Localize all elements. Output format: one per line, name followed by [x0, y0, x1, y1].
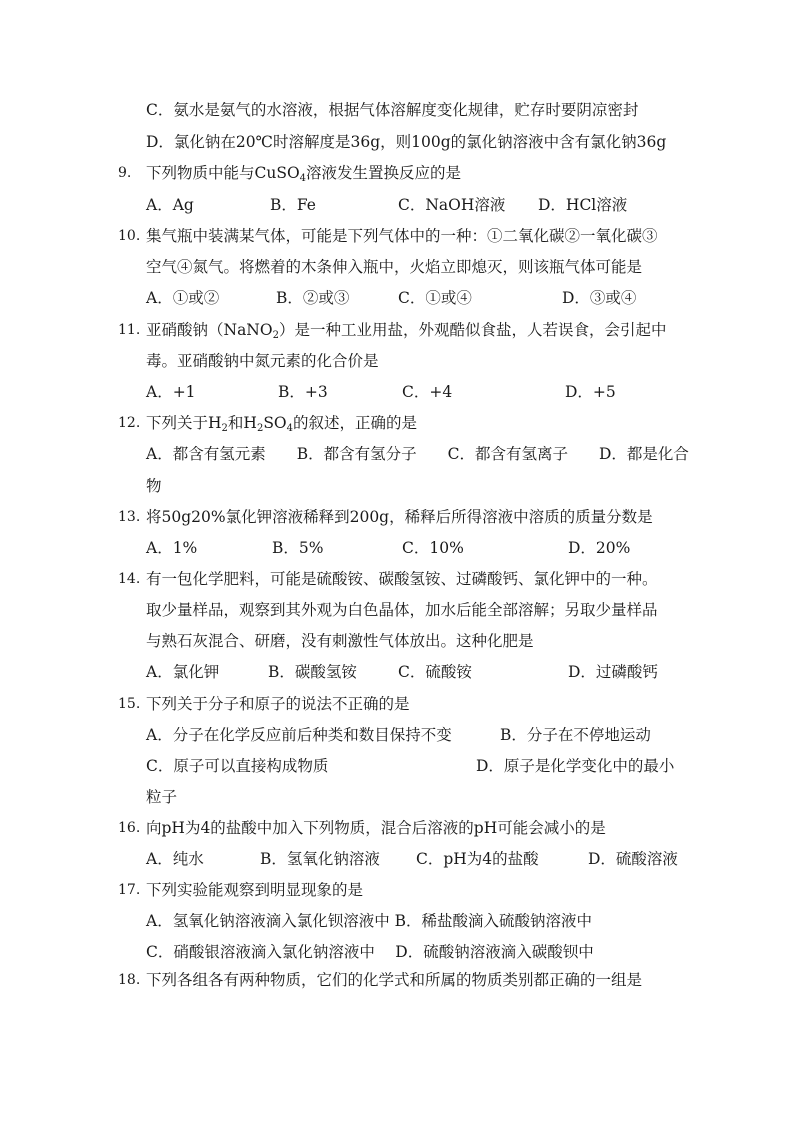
- q14-stem-line-2: [0, 598, 794, 622]
- q18-number: 18.: [118, 972, 141, 988]
- q18-stem: 下列各组各有两种物质，它们的化学式和所属的物质类别都正确的一组是: [146, 971, 643, 989]
- q8-option-c-line: [0, 98, 794, 122]
- q11-stem-line-2: [0, 349, 794, 373]
- q12-number: 12.: [118, 415, 141, 431]
- q14-number: 14.: [118, 571, 141, 587]
- q8-option-c: C．氨水是氨气的水溶液，根据气体溶解度变化规律，贮存时要阴凉密封: [146, 101, 639, 119]
- q13-stem: 将50g20%氯化钾溶液稀释到200g，稀释后所得溶液中溶质的质量分数是: [146, 508, 653, 526]
- q16-option-d: D．硫酸溶液: [588, 850, 678, 868]
- q11-number: 11.: [118, 322, 141, 338]
- q14-option-d: D．过磷酸钙: [568, 663, 658, 681]
- q16-stem-line: [0, 816, 794, 840]
- q15-options-cont-line: [0, 785, 794, 809]
- q17-stem: 下列实验能观察到明显现象的是: [146, 881, 364, 899]
- q15-option-d: D．原子是化学变化中的最小: [476, 757, 675, 775]
- q15-stem: 下列关于分子和原子的说法不正确的是: [146, 695, 410, 713]
- q9-option-d: D．HCl溶液: [538, 196, 628, 214]
- q16-option-c: C．pH为4的盐酸: [416, 850, 539, 868]
- q12-options-cont: 物: [146, 477, 162, 495]
- q9-option-c: C．NaOH溶液: [398, 196, 506, 214]
- q12-stem-line: [0, 411, 794, 435]
- q14-options-line: [0, 660, 794, 684]
- q13-option-b: B．5%: [272, 539, 324, 557]
- q13-option-d: D．20%: [568, 539, 631, 557]
- q15-option-c: C．原子可以直接构成物质: [146, 757, 329, 775]
- q12-options-line: [0, 442, 794, 466]
- q16-number: 16.: [118, 820, 141, 836]
- q17-options-ab-line: [0, 909, 794, 933]
- q15-option-a: A．分子在化学反应前后种类和数目保持不变: [146, 726, 452, 744]
- q16-stem: 向pH为4的盐酸中加入下列物质，混合后溶液的pH可能会减小的是: [146, 819, 606, 837]
- q15-options-cont: 粒子: [146, 788, 178, 806]
- q13-option-c: C．10%: [402, 539, 464, 557]
- q14-option-b: B．碳酸氢铵: [268, 663, 357, 681]
- q15-options-ab-line: [0, 723, 794, 747]
- q10-option-d: D．③或④: [562, 289, 637, 307]
- q17-number: 17.: [118, 882, 141, 898]
- q10-options-line: [0, 286, 794, 310]
- q11-options-line: [0, 380, 794, 404]
- q15-number: 15.: [118, 696, 141, 712]
- q17-stem-line: [0, 878, 794, 902]
- q10-stem-1: 集气瓶中装满某气体，可能是下列气体中的一种：①二氧化碳②一氧化碳③: [146, 227, 658, 245]
- q9-option-b: B．Fe: [270, 196, 316, 214]
- q14-option-a: A．氯化钾: [146, 663, 220, 681]
- q12-options: A．都含有氢元素 B．都含有氢分子 C．都含有氢离子 D．都是化合: [146, 445, 689, 463]
- q15-option-b: B．分子在不停地运动: [500, 726, 651, 744]
- q14-stem-line-1: [0, 567, 794, 591]
- q11-option-c: C．+4: [402, 383, 453, 401]
- q16-option-a: A．纯水: [146, 850, 204, 868]
- q13-option-a: A．1%: [146, 539, 198, 557]
- q14-stem-1: 有一包化学肥料，可能是硫酸铵、碳酸氢铵、过磷酸钙、氯化钾中的一种。: [146, 570, 658, 588]
- q12-options-cont-line: [0, 474, 794, 498]
- q11-stem-1: 亚硝酸钠（NaNO$_2$）是一种工业用盐，外观酷似食盐，人若误食，会引起中: [146, 321, 667, 341]
- q17-options-cd-line: [0, 940, 794, 964]
- q10-option-b: B．②或③: [276, 289, 350, 307]
- q12-stem: 下列关于$H_2$和$H_2SO_4$的叙述，正确的是: [146, 414, 418, 434]
- q11-stem-line-1: [0, 318, 794, 342]
- q10-number: 10.: [118, 228, 141, 244]
- q10-option-c: C．①或④: [398, 289, 472, 307]
- q16-options-line: [0, 847, 794, 871]
- q10-stem-2: 空气④氮气。将燃着的木条伸入瓶中，火焰立即熄灭，则该瓶气体可能是: [146, 258, 643, 276]
- q9-number: 9.: [118, 165, 132, 181]
- q9-stem: 下列物质中能与CuSO$_4$溶液发生置换反应的是: [146, 164, 462, 184]
- q11-option-a: A．+1: [146, 383, 196, 401]
- q9-stem-line: [0, 161, 794, 185]
- q13-options-line: [0, 536, 794, 560]
- q16-option-b: B．氢氧化钠溶液: [260, 850, 380, 868]
- q14-option-c: C．硫酸铵: [398, 663, 472, 681]
- q11-option-b: B．+3: [278, 383, 328, 401]
- q10-option-a: A．①或②: [146, 289, 220, 307]
- q14-stem-2: 取少量样品，观察到其外观为白色晶体，加水后能全部溶解；另取少量样品: [146, 601, 658, 619]
- q11-stem-2: 毒。亚硝酸钠中氮元素的化合价是: [146, 352, 379, 370]
- q13-stem-line: [0, 505, 794, 529]
- q15-stem-line: [0, 692, 794, 716]
- q14-stem-line-3: [0, 629, 794, 653]
- q18-stem-line: [0, 968, 794, 992]
- q17-options-cd: C．硝酸银溶液滴入氯化钠溶液中 D．硫酸钠溶液滴入碳酸钡中: [146, 943, 594, 961]
- q13-number: 13.: [118, 509, 141, 525]
- q8-option-d: D．氯化钠在20℃时溶解度是36g，则100g的氯化钠溶液中含有氯化钠36g: [146, 133, 667, 151]
- q8-option-d-line: [0, 130, 794, 154]
- q9-option-a: A．Ag: [146, 196, 194, 214]
- q10-stem-line-1: [0, 224, 794, 248]
- q14-stem-3: 与熟石灰混合、研磨，没有刺激性气体放出。这种化肥是: [146, 632, 534, 650]
- q11-option-d: D．+5: [565, 383, 616, 401]
- q17-options-ab: A．氢氧化钠溶液滴入氯化钡溶液中 B．稀盐酸滴入硫酸钠溶液中: [146, 912, 593, 930]
- q9-options-line: [0, 193, 794, 217]
- q15-options-cd-line: [0, 754, 794, 778]
- q10-stem-line-2: [0, 255, 794, 279]
